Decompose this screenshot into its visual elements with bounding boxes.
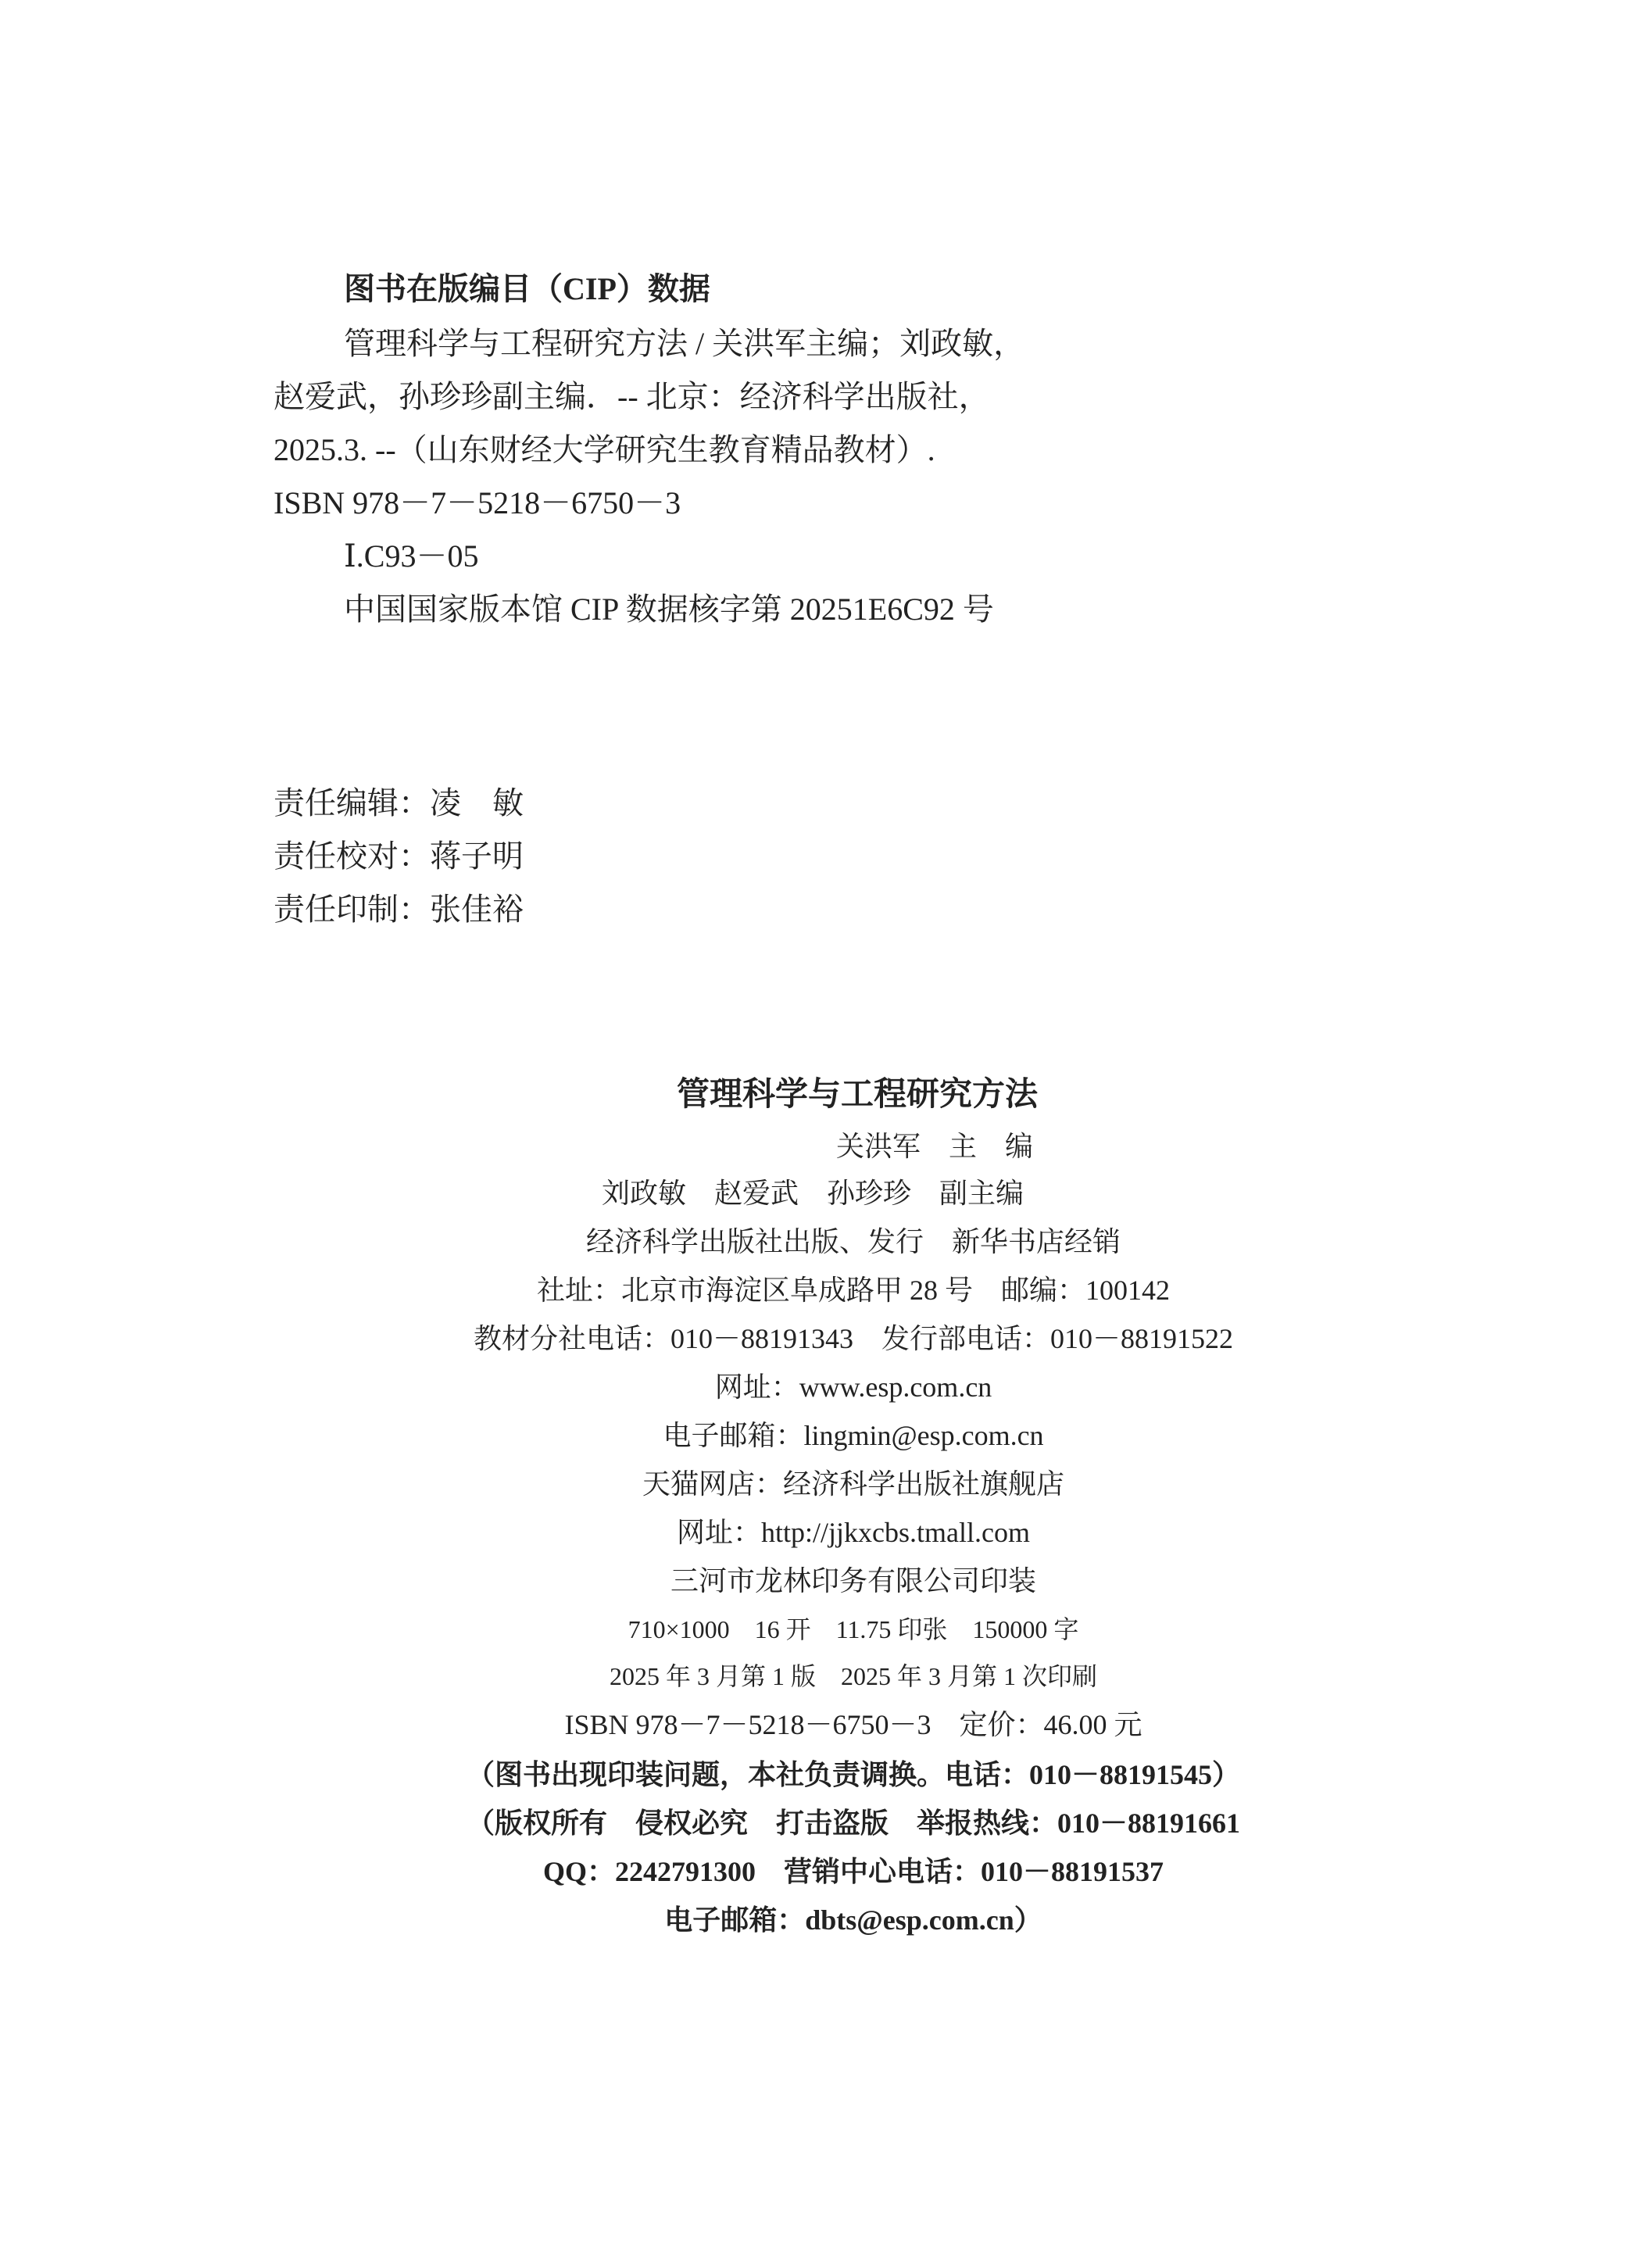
responsible-editor-label: 责任编辑： [274, 785, 430, 821]
colophon-edition: 2025 年 3 月第 1 版 2025 年 3 月第 1 次印刷 [609, 1662, 1097, 1690]
responsible-printing-name: 张佳裕 [430, 892, 524, 927]
cip-record-number-line: 中国国家版本馆 CIP 数据核字第 20251E6C92 号 [344, 592, 994, 627]
colophon-website: 网址：www.esp.com.cn [714, 1371, 992, 1403]
cip-isbn-line: ISBN 978－7－5218－6750－3 [274, 485, 681, 520]
colophon-editor: 关洪军 主 编 [836, 1131, 1034, 1162]
responsible-printing [274, 886, 524, 933]
colophon-notice-copyright: （版权所有 侵权必究 打击盗版 举报热线：010－88191661 [466, 1808, 1240, 1839]
colophon-notice-email: 电子邮箱：dbts@esp.com.cn） [664, 1904, 1042, 1936]
colophon-email: 电子邮箱：lingmin@esp.com.cn [663, 1420, 1044, 1451]
colophon-title: 管理科学与工程研究方法 [676, 1077, 1038, 1113]
responsible-editor-name: 凌 敏 [430, 785, 524, 821]
colophon-tmall-url: 网址：http://jjkxcbs.tmall.com [677, 1517, 1030, 1548]
responsible-proofreader-label: 责任校对： [274, 839, 430, 874]
colophon-phones: 教材分社电话：010－88191343 发行部电话：010－88191522 [473, 1323, 1233, 1354]
colophon-isbn-price: ISBN 978－7－5218－6750－3 定价：46.00 元 [564, 1709, 1142, 1740]
colophon-tmall-store: 天猫网店：经济科学出版社旗舰店 [642, 1468, 1064, 1500]
responsible-printing-label: 责任印制： [274, 892, 430, 927]
colophon-notice-qq: QQ：2242791300 营销中心电话：010－88191537 [542, 1856, 1164, 1887]
responsible-proofreader [274, 833, 524, 880]
cip-title-line: 管理科学与工程研究方法 / 关洪军主编；刘政敏， [344, 326, 1025, 361]
colophon-notice-printing: （图书出现印装问题，本社负责调换。电话：010－88191545） [466, 1759, 1240, 1790]
colophon-deputy-editors: 刘政敏 赵爱武 孙珍珍 副主编 [602, 1178, 1024, 1209]
colophon-format: 710×1000 16 开 11.75 印张 150000 字 [628, 1615, 1079, 1643]
cip-series-line: 2025.3. --（山东财经大学研究生教育精品教材）. [274, 432, 935, 467]
colophon-printer: 三河市龙林印务有限公司印装 [670, 1565, 1036, 1597]
colophon-address: 社址：北京市海淀区阜成路甲 28 号 邮编：100142 [536, 1275, 1170, 1306]
cip-heading: 图书在版编目（CIP）数据 [344, 271, 710, 306]
cip-authors-line: 赵爱武，孙珍珍副主编．-- 北京：经济科学出版社， [274, 379, 990, 414]
responsible-editor [274, 780, 524, 827]
cip-classification-line: Ⅰ.C93－05 [344, 538, 479, 574]
responsible-proofreader-name: 蒋子明 [430, 839, 524, 874]
colophon-publisher: 经济科学出版社出版、发行 新华书店经销 [585, 1226, 1121, 1257]
